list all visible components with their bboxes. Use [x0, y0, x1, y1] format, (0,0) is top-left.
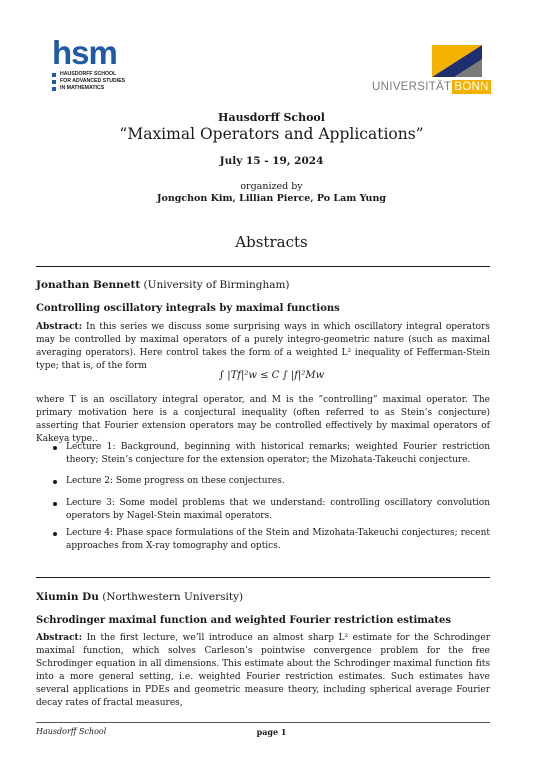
abstracts-heading: Abstracts: [235, 233, 308, 251]
bonn-emblem-icon: [432, 45, 482, 77]
hsm-logo-line: FOR ADVANCED STUDIES: [52, 78, 152, 85]
talk-title: Controlling oscillatory integrals by maximal functions: [36, 303, 340, 314]
abstract-label: Abstract:: [36, 322, 83, 332]
abstract-paragraph: [36, 321, 490, 373]
speaker-affiliation: (University of Birmingham): [143, 279, 290, 291]
footer-divider: [36, 722, 490, 723]
page-number: page 1: [256, 727, 287, 737]
talk-title: Schrodinger maximal function and weighted Fourier restriction estimates: [36, 615, 451, 626]
organizers: Jongchon Kim, Lillian Pierce, Po Lam Yung: [156, 193, 387, 204]
speaker-name: Xiumin Du: [36, 591, 99, 603]
lecture-item: Lecture 3: Some model problems that we understand: controlling oscillatory convolution operators by Nagel-Stein maximal operators.: [66, 497, 490, 523]
bonn-universitaet-text: UNIVERSITÄT: [372, 81, 452, 93]
formula: ∫ |Tf|²w ≤ C ∫ |f|²Mw: [218, 370, 325, 381]
event-dates: July 15 - 19, 2024: [219, 155, 324, 167]
organized-by-label: organized by: [240, 181, 303, 192]
section-divider: [36, 577, 490, 578]
section-divider: [36, 266, 490, 267]
abstract-continuation: where T is an oscillatory integral operator, and M is the ”controlling” maximal operator. The primary motivation here is a conjectural inequality (often referred to as Stein’s conjecture) asserting that Fourier extension operators may be controlled effectively by maximal operators of Kakeya type..: [36, 395, 490, 444]
lecture-item: Lecture 2: Some progress on these conjectures.: [66, 475, 490, 488]
lecture-item: Lecture 1: Background, beginning with historical remarks; weighted Fourier restriction theory; Stein’s conjecture for the extension operator; the Mizohata-Takeuchi conjecture.: [66, 441, 490, 467]
lecture-item: Lecture 4: Phase space formulations of the Stein and Mizohata-Takeuchi conjectures; recent approaches from X-ray tomography and optics.: [66, 527, 490, 553]
speaker-heading: [36, 591, 243, 603]
speaker-heading: [36, 279, 290, 291]
speaker-name: Jonathan Bennett: [36, 279, 141, 291]
abstract-intro: In this series we discuss some surprising ways in which oscillatory integral operators may be controlled by maximal operators of a purely integro-geometric nature (such as maximal averaging operators). Here control takes the form of a weighted L² inequality of Fefferman-Stein type; that is, of the form: [36, 322, 490, 371]
speaker-affiliation: (Northwestern University): [102, 591, 244, 603]
hsm-logo-wordmark: hsm: [52, 34, 117, 71]
abstract-text: In the first lecture, we’ll introduce an almost sharp L² estimate for the Schrodinger maximal function, which solves Carleson’s pointwise convergence problem for the free Schrodinger equation in all dimensions. This estimate about the Schrodinger maximal function fits into a more general setting, i.e. weighted Fourier restriction estimates. Such estimates have several applications in PDEs and geometric measure theory, including spherical average Fourier decay rates of fractal measures,: [36, 633, 490, 708]
hsm-logo: [52, 34, 152, 92]
abstract-label: Abstract:: [36, 633, 83, 643]
abstract-paragraph: [36, 632, 490, 710]
university-bonn-logo: [372, 45, 494, 100]
bonn-city-text: BONN: [454, 81, 489, 93]
hsm-logo-line: IN MATHEMATICS: [52, 85, 152, 92]
hsm-logo-line: HAUSDORFF SCHOOL: [52, 71, 152, 78]
footer-school: Hausdorff School: [36, 727, 107, 736]
event-title: “Maximal Operators and Applications”: [119, 125, 424, 143]
school-name: Hausdorff School: [218, 111, 325, 124]
